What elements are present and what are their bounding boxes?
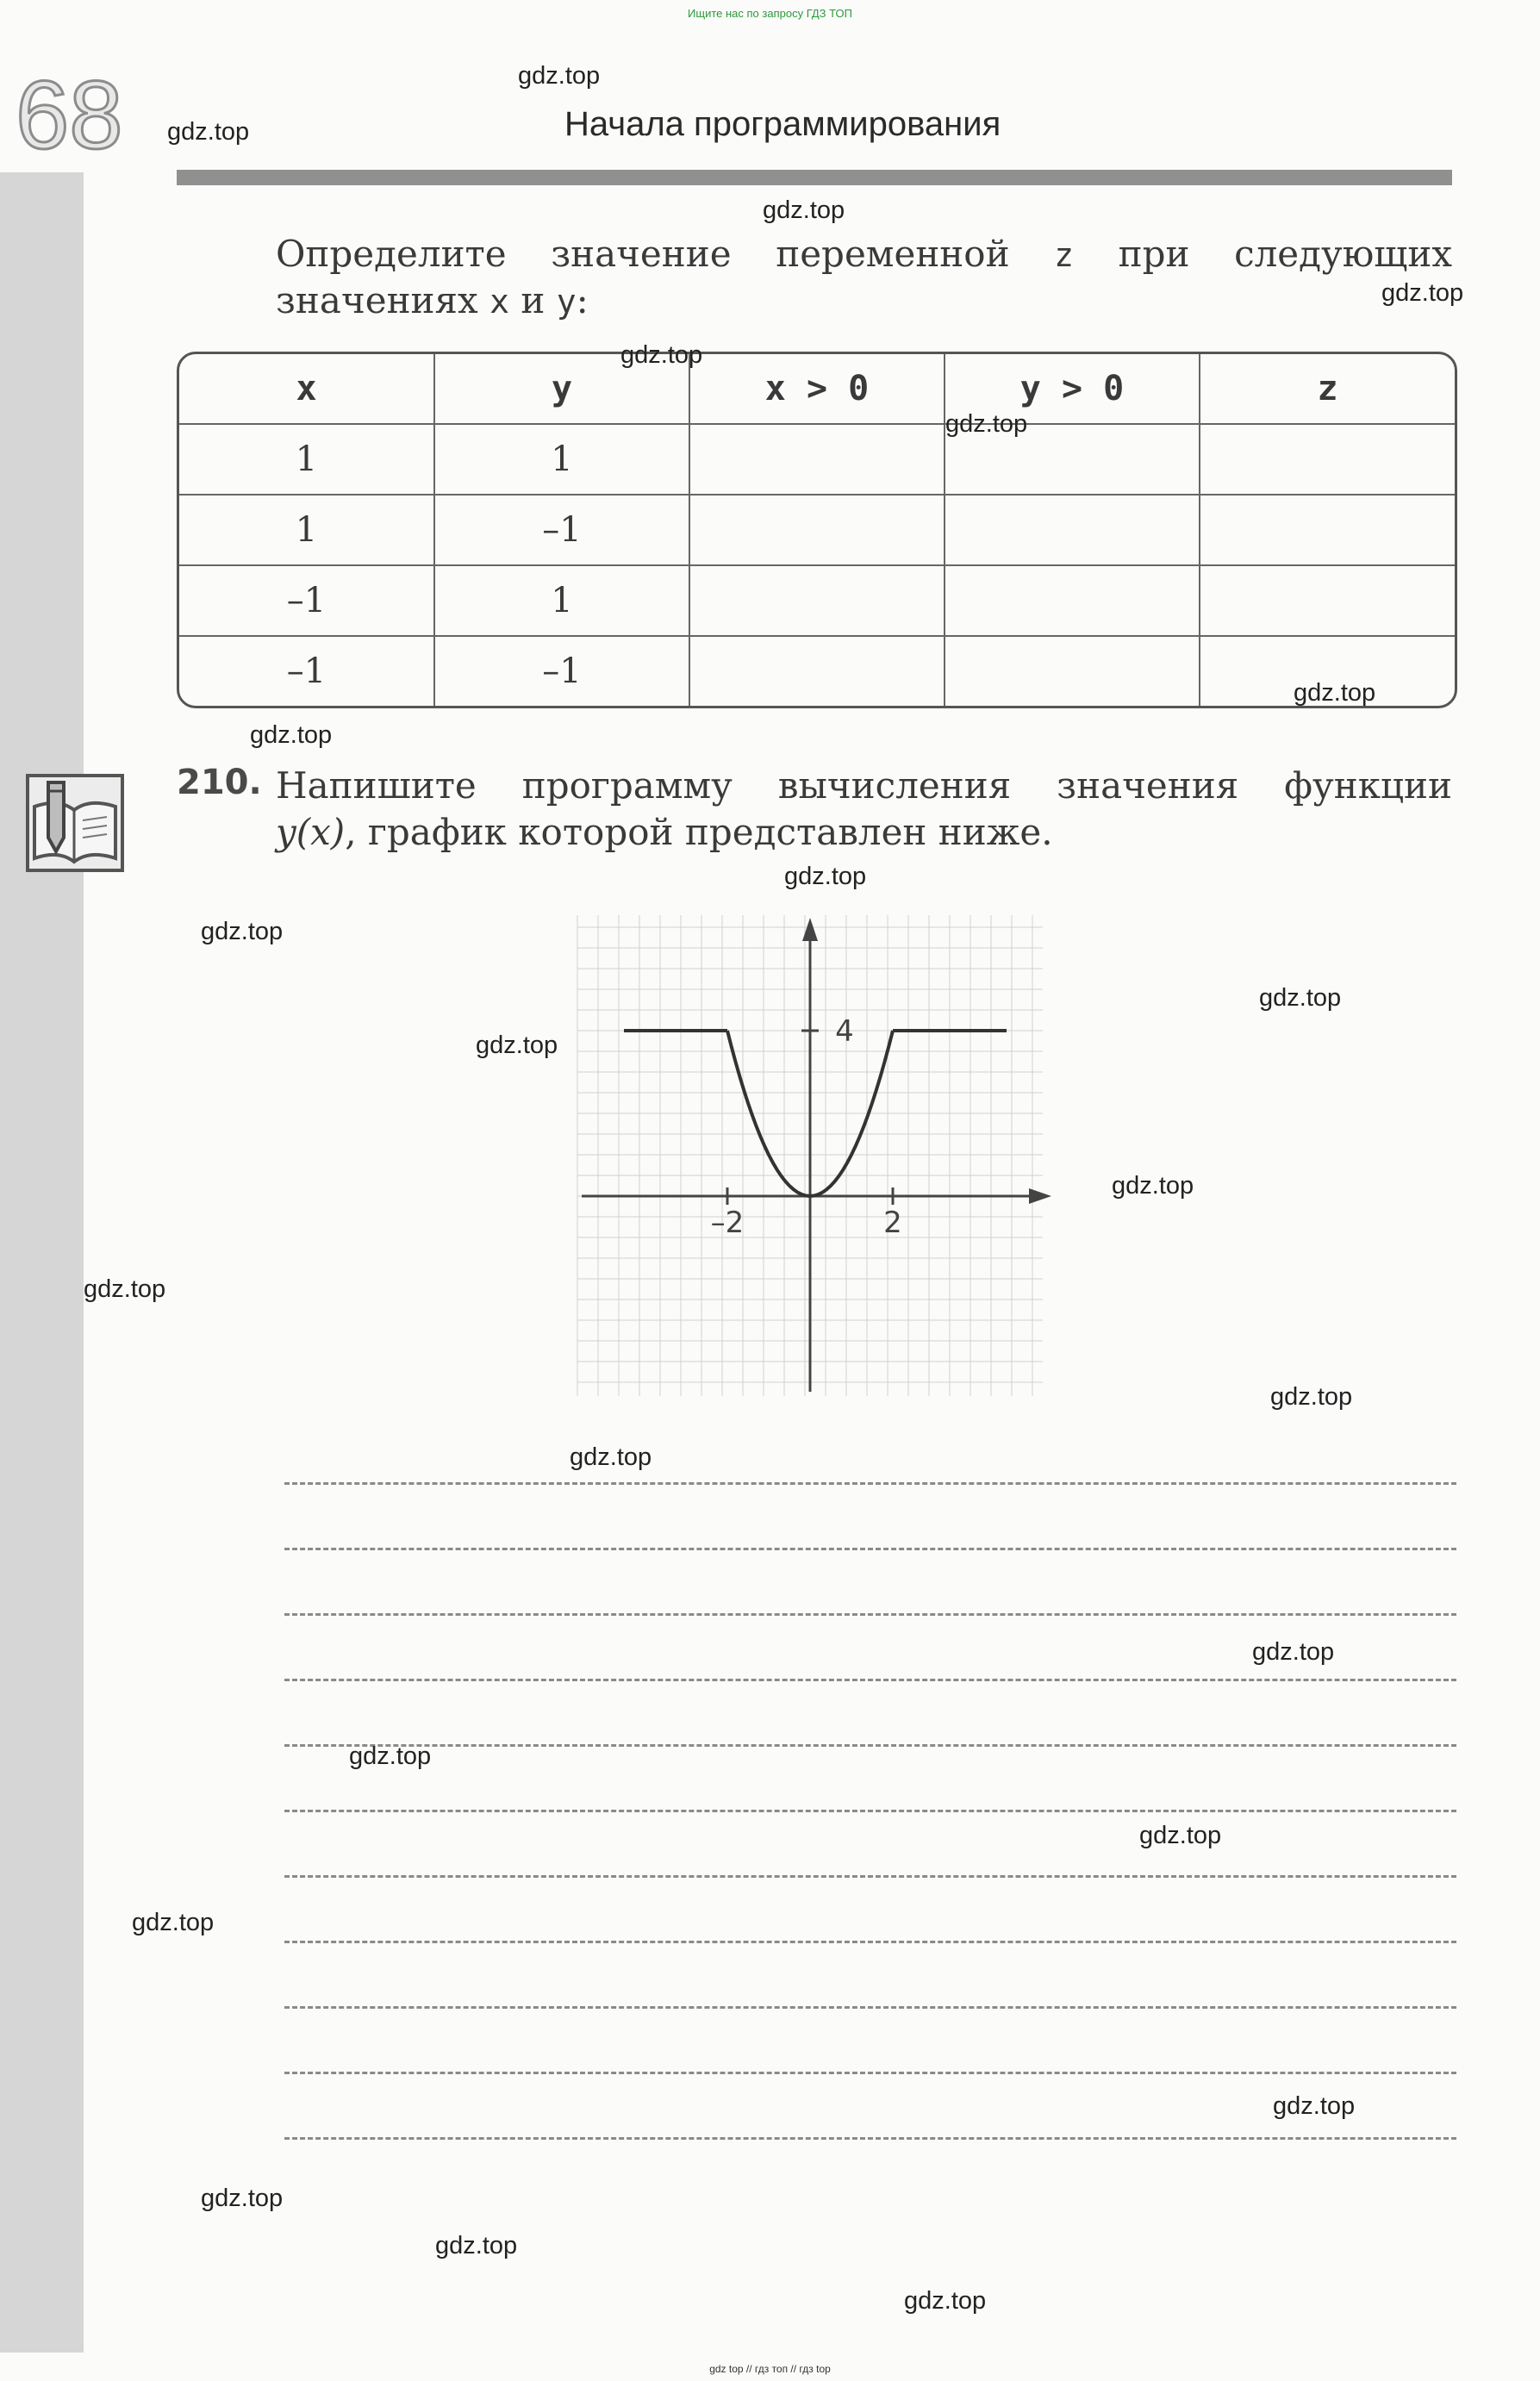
- watermark: gdz.top: [1273, 2092, 1356, 2120]
- watermark: gdz.top: [945, 410, 1028, 438]
- table-row: [179, 495, 1455, 565]
- watermark: gdz.top: [570, 1443, 652, 1471]
- margin-band: [0, 172, 84, 2353]
- table-header: z: [1200, 354, 1455, 424]
- watermark: gdz.top: [84, 1275, 166, 1303]
- watermark: gdz.top: [167, 118, 250, 146]
- value-table: [177, 352, 1457, 708]
- watermark: gdz.top: [201, 918, 284, 945]
- var-x: x: [489, 283, 509, 321]
- watermark: gdz.top: [201, 2185, 284, 2212]
- answer-cell[interactable]: [945, 565, 1200, 636]
- table-cell: –1: [434, 636, 689, 706]
- answer-line[interactable]: [284, 1941, 1456, 1943]
- watermark: gdz.top: [1252, 1638, 1335, 1666]
- watermark: gdz.top: [1294, 679, 1376, 707]
- exercise-210-text-line1: Напишите программу вычисления значения функции: [276, 764, 1452, 807]
- table-cell: 1: [434, 565, 689, 636]
- watermark: gdz.top: [1270, 1383, 1353, 1411]
- table-header: y > 0: [945, 354, 1200, 424]
- watermark: gdz.top: [1381, 279, 1464, 307]
- watermark: gdz.top: [518, 62, 601, 90]
- table-row: [179, 636, 1455, 706]
- table-cell: –1: [179, 636, 434, 706]
- table-cell: –1: [179, 565, 434, 636]
- watermark: gdz.top: [784, 863, 867, 890]
- var-y: y: [556, 283, 577, 321]
- answer-line[interactable]: [284, 1548, 1456, 1550]
- x-tick-label: 2: [883, 1206, 902, 1240]
- exercise-210-text-line2: y(x), график которой представлен ниже.: [276, 811, 1053, 853]
- table-cell: 1: [179, 495, 434, 565]
- table-cell: 1: [434, 424, 689, 495]
- footer: gdz top // гдз топ // гдз top: [709, 2363, 831, 2375]
- watermark: gdz.top: [904, 2287, 987, 2315]
- section-title: Начала программирования: [564, 105, 1001, 143]
- answer-cell[interactable]: [945, 636, 1200, 706]
- function-name: y(x): [276, 811, 346, 853]
- y-tick-label: 4: [835, 1014, 854, 1049]
- table-header: y: [434, 354, 689, 424]
- answer-line[interactable]: [284, 2006, 1456, 2009]
- table-cell: –1: [434, 495, 689, 565]
- watermark: gdz.top: [763, 196, 845, 224]
- watermark: gdz.top: [1139, 1822, 1222, 1849]
- function-graph: [517, 896, 1069, 1413]
- answer-cell[interactable]: [689, 424, 945, 495]
- watermark: gdz.top: [1259, 984, 1342, 1012]
- table-header-row: [179, 354, 1455, 424]
- answer-cell[interactable]: [689, 495, 945, 565]
- header-rule: [177, 170, 1452, 185]
- exercise-209-text-line1: Определите значение переменной z при следующих: [276, 233, 1453, 275]
- answer-cell[interactable]: [1200, 424, 1455, 495]
- table-cell: 1: [179, 424, 434, 495]
- exercise-209-text-line2: значениях x и y:: [276, 279, 589, 321]
- var-z: z: [1054, 236, 1075, 274]
- exercise-210-number: 210.: [177, 763, 262, 802]
- answer-cell[interactable]: [945, 495, 1200, 565]
- answer-line[interactable]: [284, 1613, 1456, 1616]
- table-header: x: [179, 354, 434, 424]
- answer-cell[interactable]: [689, 636, 945, 706]
- answer-cell[interactable]: [689, 565, 945, 636]
- pencil-book-icon: [24, 772, 126, 874]
- table-row: [179, 424, 1455, 495]
- answer-line[interactable]: [284, 2137, 1456, 2140]
- watermark: gdz.top: [349, 1742, 432, 1770]
- watermark: gdz.top: [1112, 1172, 1194, 1200]
- watermark: gdz.top: [435, 2232, 518, 2259]
- watermark: gdz.top: [132, 1909, 215, 1936]
- table-header: x > 0: [689, 354, 945, 424]
- answer-line[interactable]: [284, 2072, 1456, 2074]
- top-banner[interactable]: Ищите нас по запросу ГДЗ ТОП: [688, 7, 852, 20]
- answer-cell[interactable]: [1200, 565, 1455, 636]
- answer-line[interactable]: [284, 1875, 1456, 1878]
- x-axis-arrow: [1029, 1188, 1051, 1204]
- answer-cell[interactable]: [1200, 495, 1455, 565]
- answer-line[interactable]: [284, 1482, 1456, 1485]
- x-tick-label: –2: [710, 1206, 745, 1240]
- watermark: gdz.top: [620, 341, 703, 369]
- watermark: gdz.top: [250, 721, 333, 749]
- answer-line[interactable]: [284, 1679, 1456, 1681]
- table-row: [179, 565, 1455, 636]
- page-number: 68: [16, 61, 123, 169]
- answer-line[interactable]: [284, 1810, 1456, 1812]
- watermark: gdz.top: [476, 1032, 558, 1059]
- answer-line[interactable]: [284, 1744, 1456, 1747]
